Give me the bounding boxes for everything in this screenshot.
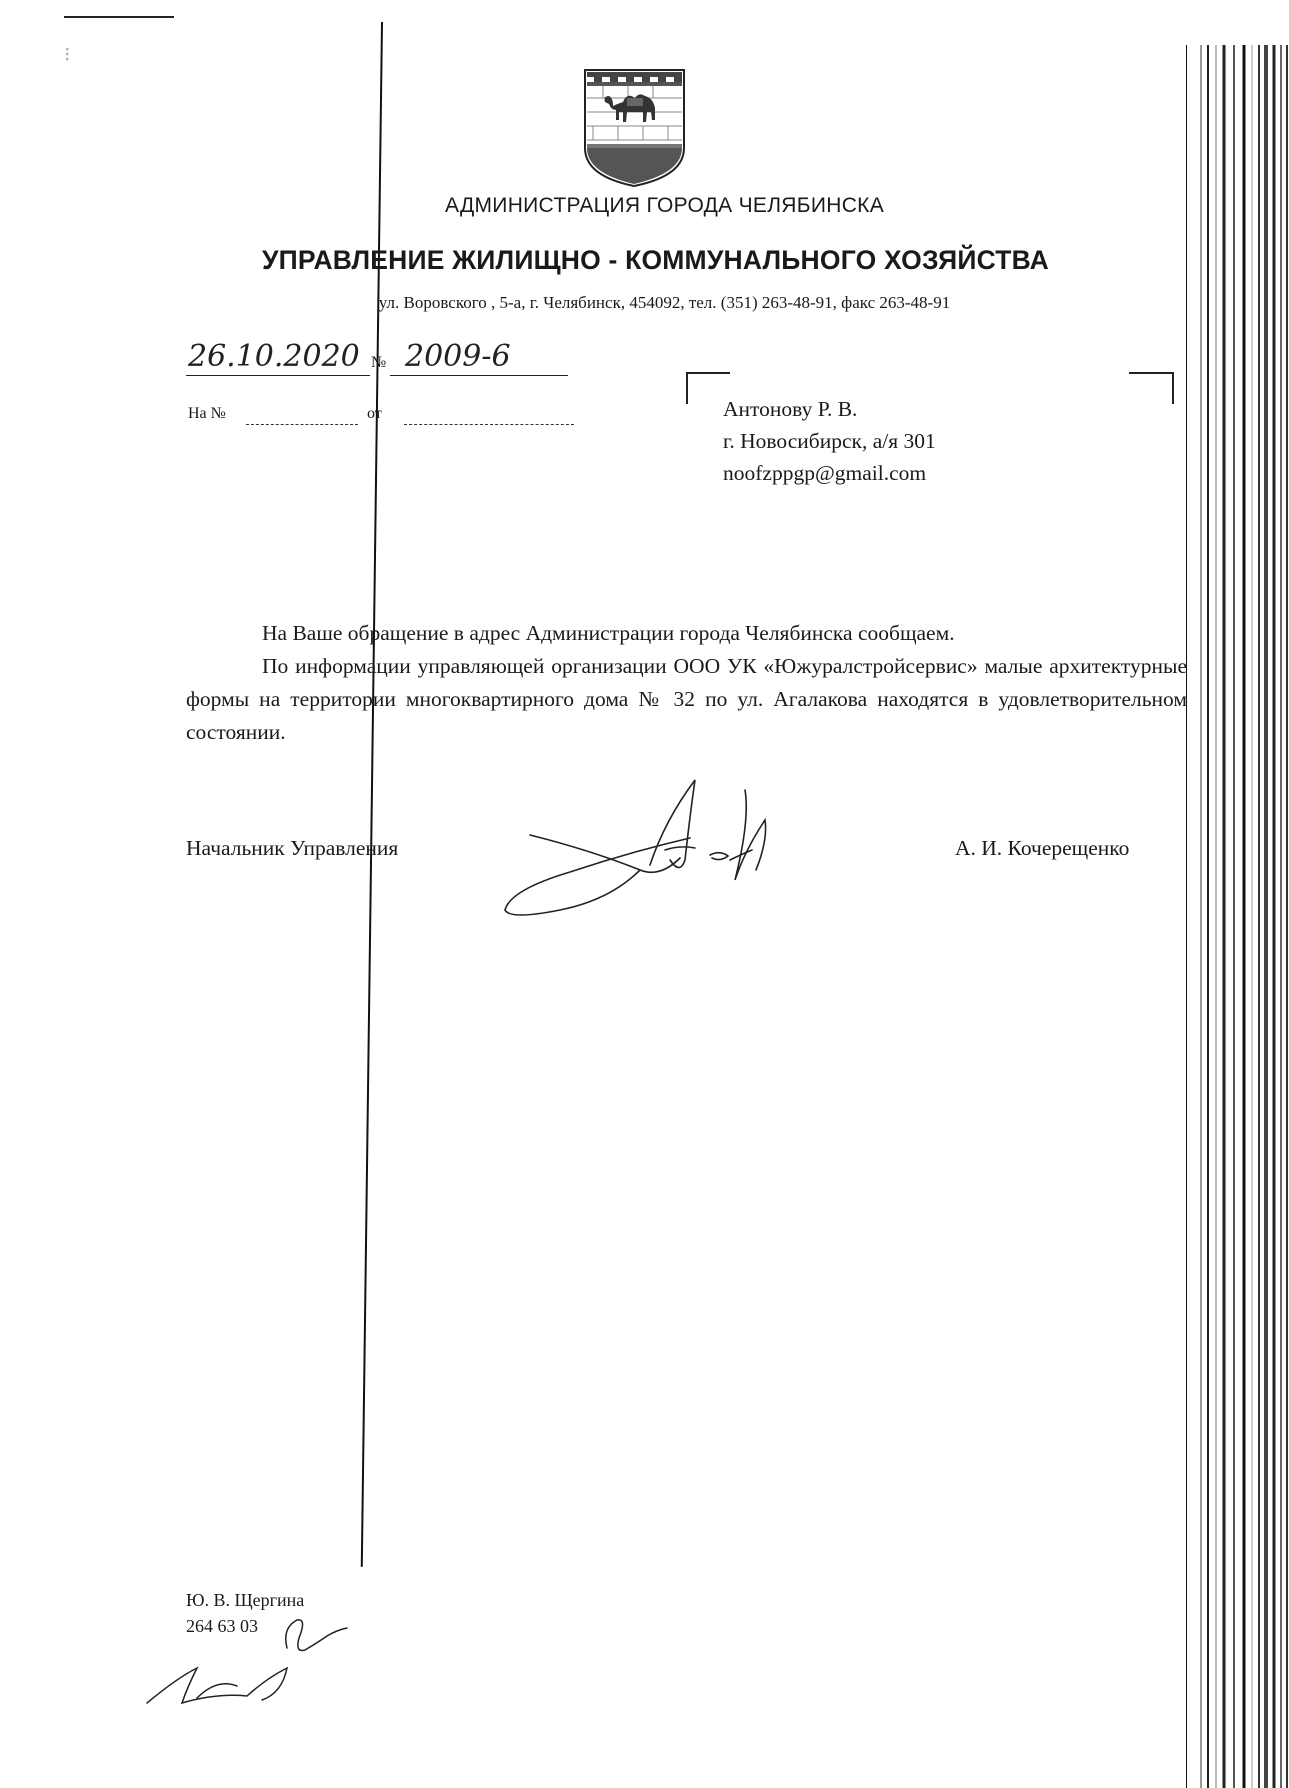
signatory-position: Начальник Управления — [186, 836, 399, 860]
recipient-email: noofzppgp@gmail.com — [723, 461, 927, 485]
recipient-bracket-right — [1129, 372, 1173, 374]
administration-title: АДМИНИСТРАЦИЯ ГОРОДА ЧЕЛЯБИНСКА — [444, 194, 884, 217]
executor-name: Ю. В. Щергина — [186, 1590, 305, 1610]
outgoing-number: 2009-6 — [405, 339, 511, 374]
incoming-number-blank — [246, 424, 358, 425]
executor-phone: 264 63 03 — [186, 1616, 258, 1636]
scan-artifact-mark: ⁝ — [64, 44, 71, 66]
incoming-date-blank — [404, 424, 574, 425]
department-title: УПРАВЛЕНИЕ ЖИЛИЩНО - КОММУНАЛЬНОГО ХОЗЯЙСТВА — [261, 245, 1050, 275]
recipient-name: Антонову Р. В. — [723, 397, 858, 421]
department-address: ул. Воровского , 5-а, г. Челябинск, 454092, тел. (351) 263-48-91, факс 263-48-91 — [378, 293, 951, 312]
recipient-block — [723, 393, 936, 489]
body-paragraph-2: По информации управляющей организации ООО УК «Южуралстройсервис» малые архитектурные формы на территории многоквартирного дома № 32 по ул. Агалакова находятся в удовлетворительном состоянии. — [186, 654, 1187, 744]
signatory-name: А. И. Кочерещенко — [955, 836, 1130, 860]
incoming-from-label: от — [367, 405, 382, 422]
incoming-reference-row — [188, 405, 226, 423]
recipient-city: г. Новосибирск, а/я 301 — [723, 429, 936, 453]
executor-signature — [137, 1608, 377, 1718]
letter-body — [186, 617, 1187, 749]
outgoing-date-underline — [186, 375, 370, 376]
outgoing-date: 26.10.2020 — [188, 339, 360, 374]
city-emblem-icon — [583, 68, 686, 188]
body-paragraph-1: На Ваше обращение в адрес Администрации города Челябинска сообщаем. — [262, 621, 955, 645]
outgoing-number-label: № — [371, 354, 387, 371]
outgoing-number-underline — [390, 375, 568, 376]
handwritten-signature — [490, 760, 810, 930]
recipient-bracket-left — [686, 372, 730, 374]
recipient-bracket-left-vertical — [686, 372, 688, 404]
scan-artifact-line — [64, 16, 174, 18]
incoming-number-label: На № — [188, 405, 226, 422]
recipient-bracket-right-vertical — [1172, 372, 1174, 404]
